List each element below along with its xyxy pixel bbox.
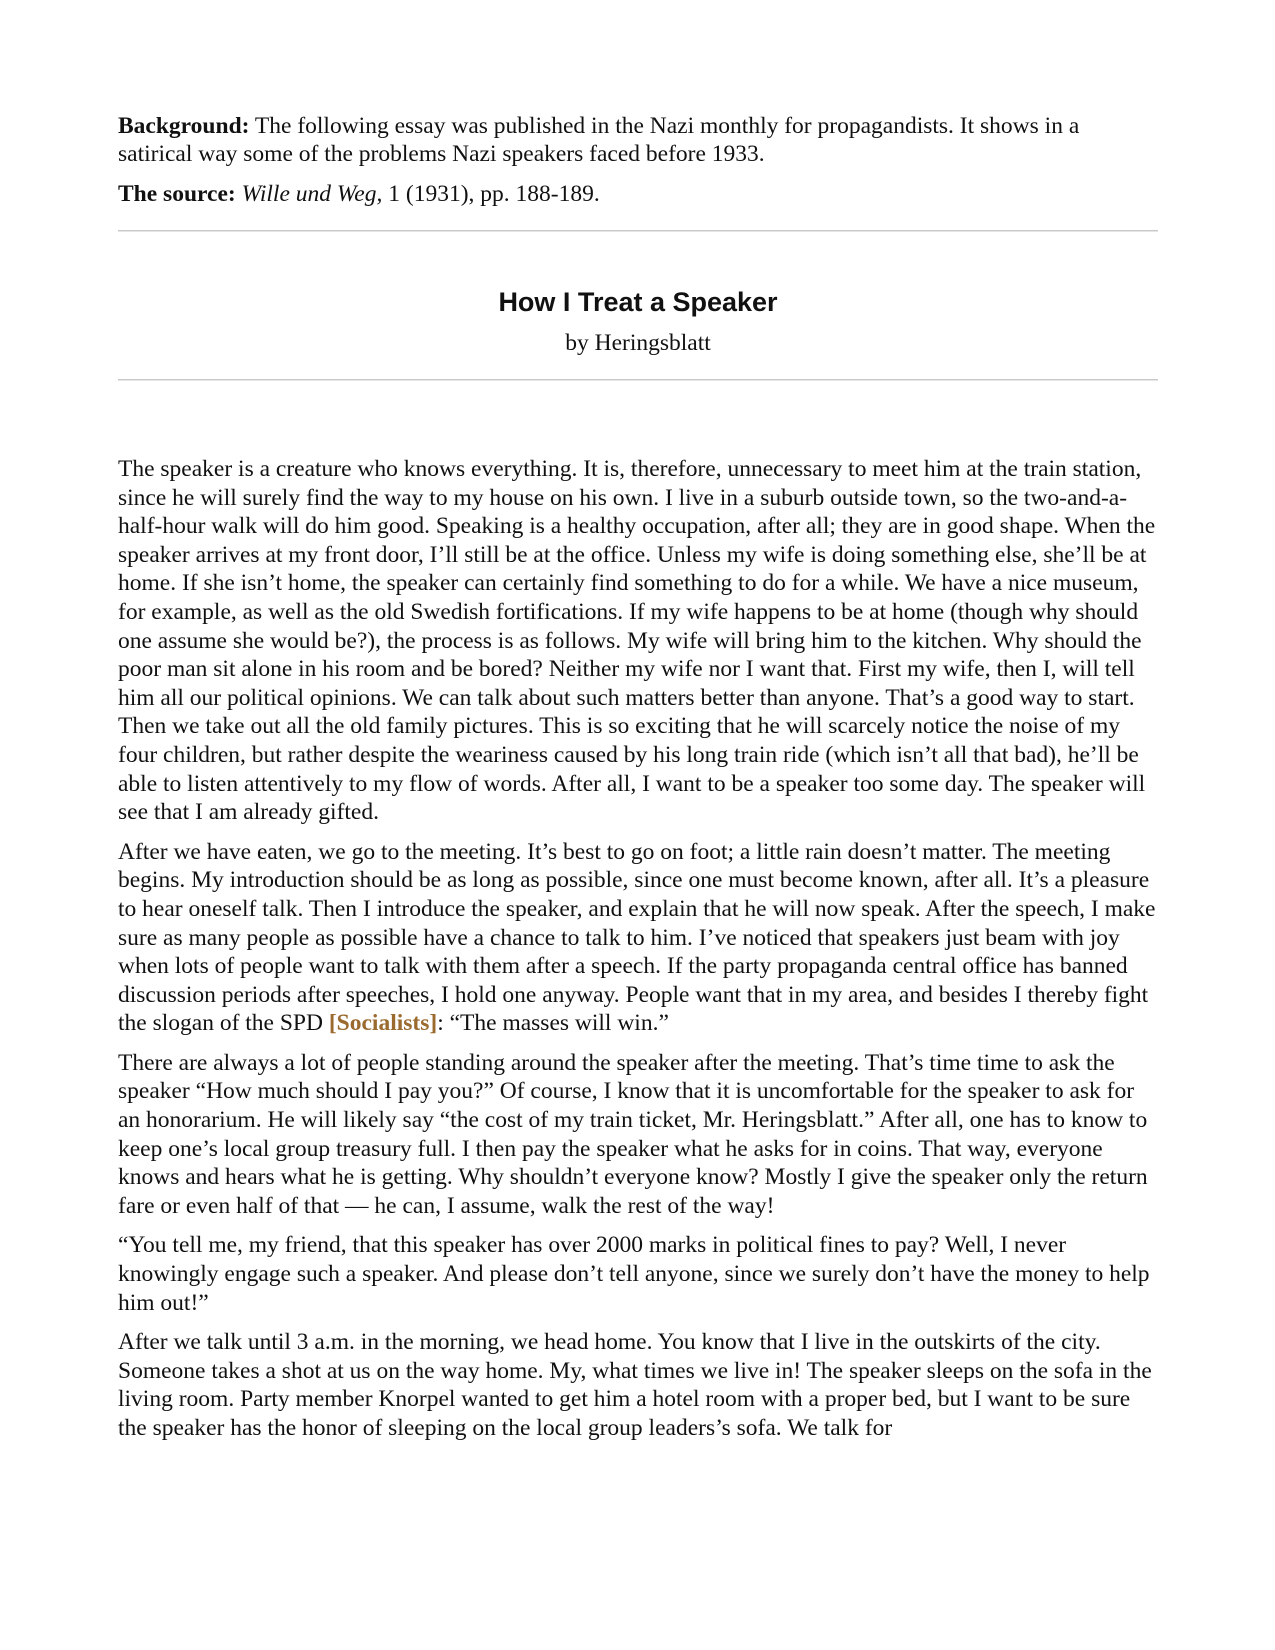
paragraph-3: There are always a lot of people standing around the speaker after the meeting. That’s time time to ask the speaker “How much should I pay you?” Of course, I know that it is uncomfortable for the speaker to ask for an honorarium. He will likely say “the cost of my train ticket, Mr. Heringsblatt.” After all, one has to know to keep one’s local group treasury full. I then pay the speaker what he asks for in coins. That way, everyone knows and hears what he is getting. Why shouldn’t everyone know? Mostly I give the speaker only the return fare or even half of that — he can, I assume, walk the rest of the way! bbox=[118, 1049, 1148, 1219]
article-title: How I Treat a Speaker bbox=[498, 287, 778, 317]
paragraph-2 bbox=[118, 838, 1158, 1038]
source-note bbox=[118, 180, 1158, 208]
source-label: The source: bbox=[118, 181, 236, 207]
source-title: Wille und Weg, bbox=[241, 181, 383, 207]
editorial-annotation: [Socialists] bbox=[328, 1010, 438, 1037]
document-page bbox=[118, 112, 1158, 1454]
top-divider bbox=[118, 230, 1158, 232]
background-text: The following essay was published in the Nazi monthly for propagandists. It shows in a satirical way some of the problems Nazi speakers faced before 1933. bbox=[118, 113, 1080, 167]
article-body bbox=[118, 455, 1158, 1443]
article-byline: by Heringsblatt bbox=[565, 330, 711, 356]
paragraph-5: After we talk until 3 a.m. in the morning, we head home. You know that I live in the outskirts of the city. Someone takes a shot at us on the way home. My, what times we live in! The speaker sleeps on the sofa in the living room. Party member Knorpel wanted to get him a hotel room with a proper bed, but I want to be sure the speaker has the honor of sleeping on the local group leaders’s sofa. We talk for bbox=[118, 1329, 1152, 1441]
paragraph-2-text-after: : “The masses will win.” bbox=[437, 1010, 669, 1037]
paragraph-4: “You tell me, my friend, that this speaker has over 2000 marks in political fines to pay? Well, I never knowingly engage such a speaker. And please don’t tell anyone, since we surely don’t have the money to help him out!” bbox=[118, 1232, 1150, 1316]
background-label: Background: bbox=[118, 113, 250, 139]
bottom-divider bbox=[118, 379, 1158, 381]
background-note bbox=[118, 112, 1158, 168]
paragraph-2-text-before: After we have eaten, we go to the meeting. It’s best to go on foot; a little rain doesn’t matter. The meeting begins. My introduction should be as long as possible, since one must become known, after all. It’s a pleasure to hear oneself talk. Then I introduce the speaker, and explain that he will now speak. After the speech, I make sure as many people as possible have a chance to talk to him. I’ve noticed that speakers just beam with joy when lots of people want to talk with them after a speech. If the party propaganda central office has banned discussion periods after speeches, I hold one anyway. People want that in my area, and besides I thereby fight the slogan of the SPD bbox=[118, 838, 1156, 1037]
source-rest: 1 (1931), pp. 188-189. bbox=[382, 181, 600, 207]
paragraph-1: The speaker is a creature who knows everything. It is, therefore, unnecessary to meet him at the train station, since he will surely find the way to my house on his own. I live in a suburb outside town, so the two-and-a-half-hour walk will do him good. Speaking is a healthy occupation, after all; they are in good shape. When the speaker arrives at my front door, I’ll still be at the office. Unless my wife is doing something else, she’ll be at home. If she isn’t home, the speaker can certainly find something to do for a while. We have a nice museum, for example, as well as the old Swedish fortifications. If my wife happens to be at home (though why should one assume she would be?), the process is as follows. My wife will bring him to the kitchen. Why should the poor man sit alone in his room and be bored? Neither my wife nor I want that. First my wife, then I, will tell him all our political opinions. We can talk about such matters better than anyone. That’s a good way to start. Then we take out all the old family pictures. This is so exciting that he will scarcely notice the noise of my four children, but rather despite the weariness caused by his long train ride (which isn’t all that bad), he’ll be able to listen attentively to my flow of words. After all, I want to be a speaker too some day. The speaker will see that I am already gifted. bbox=[118, 456, 1156, 826]
